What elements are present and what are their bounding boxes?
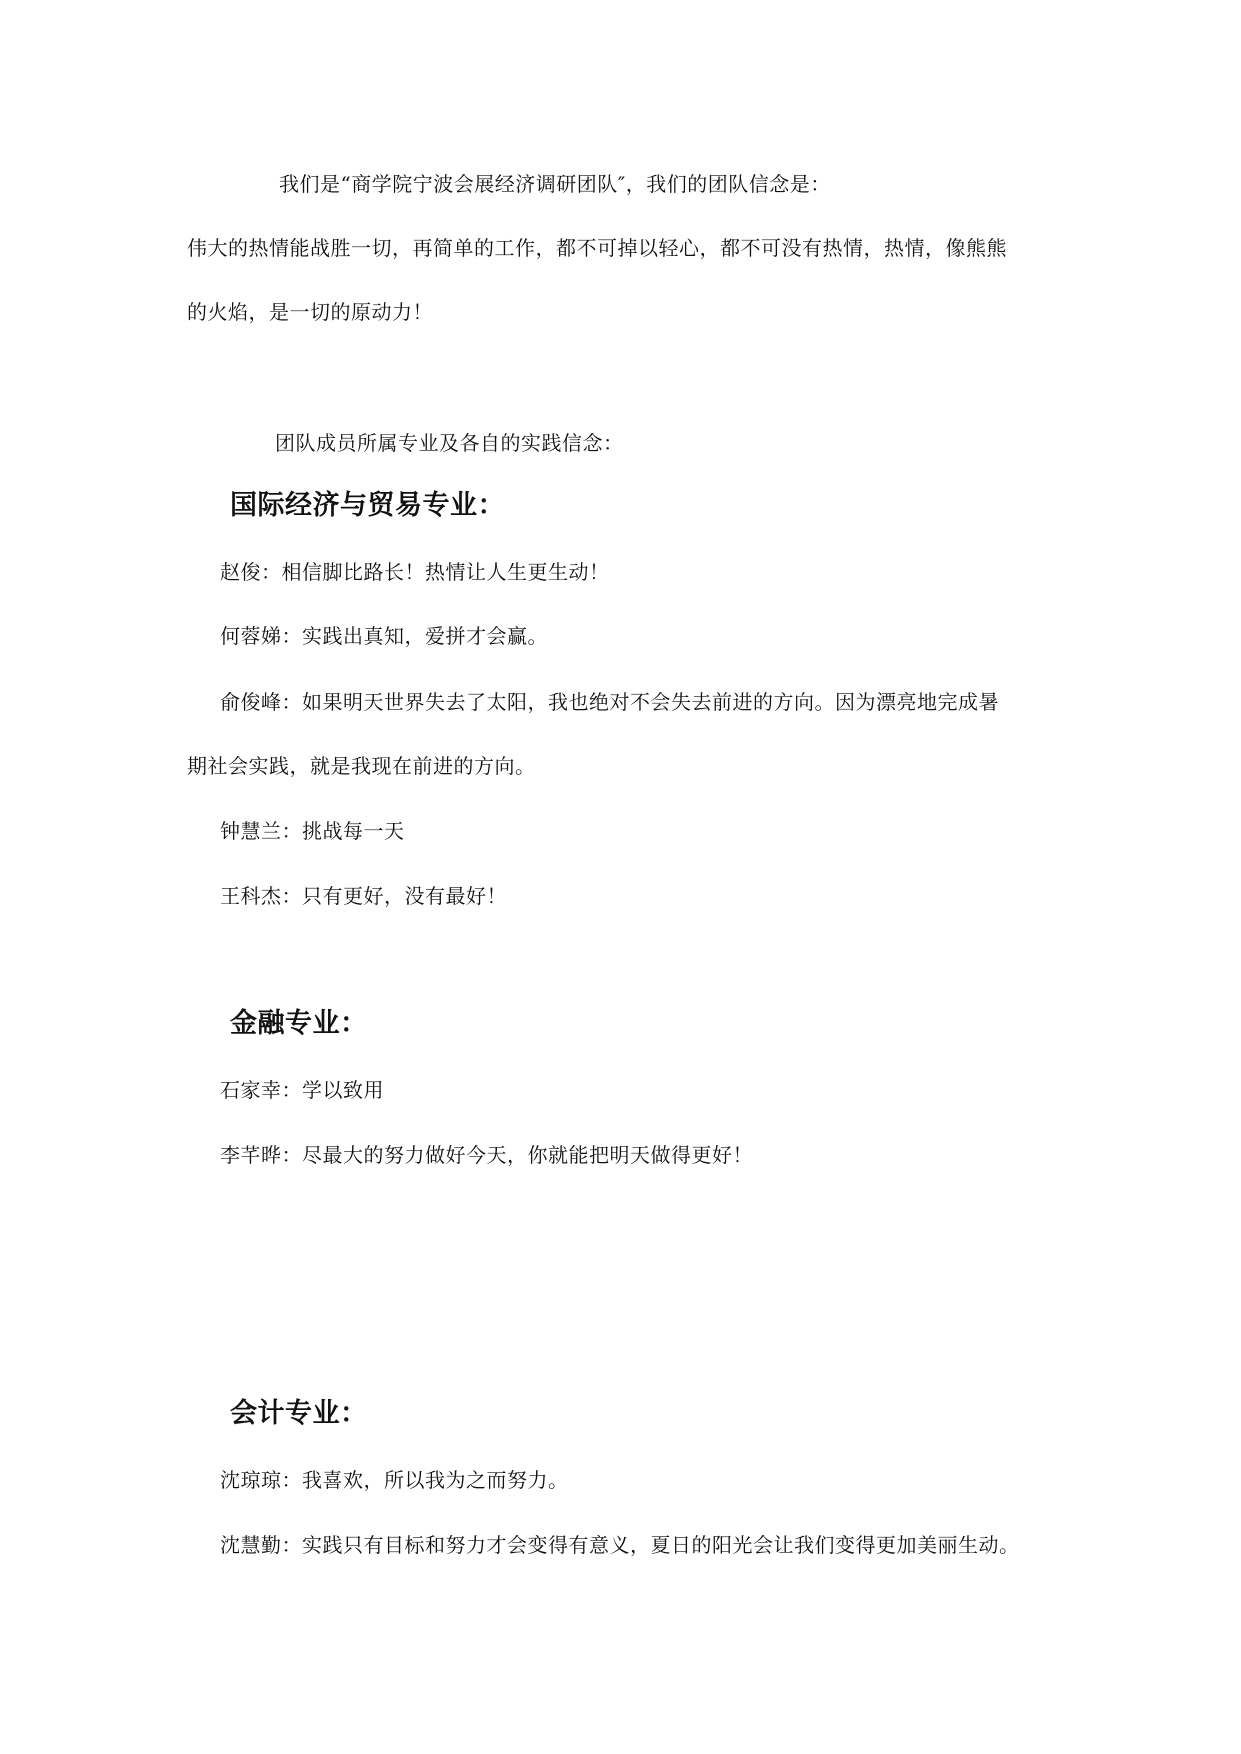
member-entry: 石家幸：学以致用	[220, 1078, 384, 1102]
intro-line-2: 伟大的热情能战胜一切，再简单的工作，都不可掉以轻心，都不可没有热情，热情，像熊熊	[187, 236, 1007, 260]
member-entry-continuation: 期社会实践，就是我现在前进的方向。	[187, 754, 536, 778]
section-heading-trade: 国际经济与贸易专业：	[230, 490, 505, 521]
section-heading-accounting: 会计专业：	[230, 1398, 368, 1429]
intro-line-1: 我们是“商学院宁波会展经济调研团队″，我们的团队信念是：	[279, 172, 831, 196]
member-entry: 王科杰：只有更好，没有最好！	[220, 884, 507, 908]
section-heading-finance: 金融专业：	[230, 1008, 368, 1039]
member-entry: 李芊晔：尽最大的努力做好今天，你就能把明天做得更好！	[220, 1143, 753, 1167]
member-entry: 何蓉娣：实践出真知，爱拼才会赢。	[220, 624, 548, 648]
member-entry: 赵俊：相信脚比路长！热情让人生更生动！	[220, 560, 610, 584]
member-entry: 钟慧兰：挑战每一天	[220, 819, 405, 843]
members-intro: 团队成员所属专业及各自的实践信念：	[275, 431, 624, 455]
member-entry: 沈琼琼：我喜欢，所以我为之而努力。	[220, 1468, 569, 1492]
member-entry: 俞俊峰：如果明天世界失去了太阳，我也绝对不会失去前进的方向。因为漂亮地完成暑	[220, 690, 999, 714]
member-entry: 沈慧勤：实践只有目标和努力才会变得有意义，夏日的阳光会让我们变得更加美丽生动。	[220, 1533, 1020, 1557]
intro-line-3: 的火焰，是一切的原动力！	[187, 300, 433, 324]
